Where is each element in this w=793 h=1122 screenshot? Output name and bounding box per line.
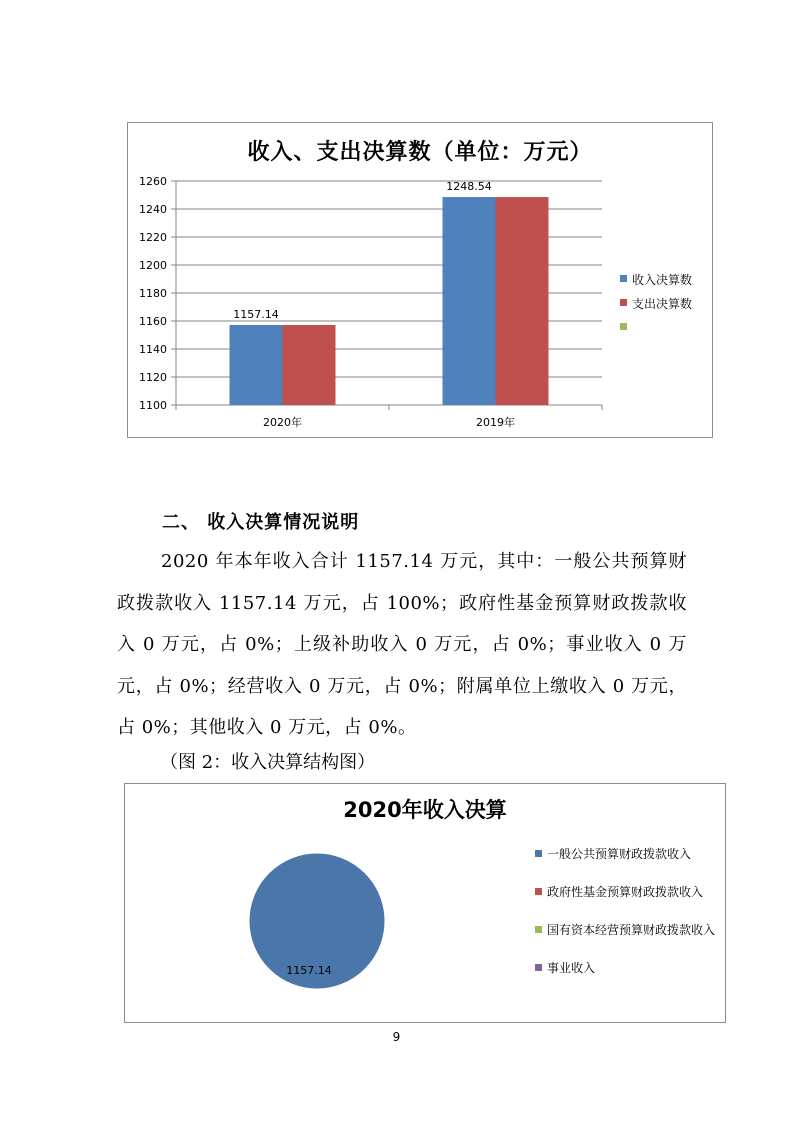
pie-legend-label-business: 事业收入 xyxy=(547,961,596,975)
y-tick-label: 1160 xyxy=(139,315,167,328)
y-tick-label: 1180 xyxy=(139,287,167,300)
pie-chart-legend xyxy=(535,846,720,998)
y-tick-label: 1120 xyxy=(139,371,167,384)
bar xyxy=(443,197,496,405)
page-number: 9 xyxy=(392,1030,401,1044)
bar-data-label: 1248.54 xyxy=(446,180,492,194)
body-paragraph: 2020 年本年收入合计 1157.14 万元，其中：一般公共预算财政拨款收入 1157.14 万元，占 100%；政府性基金预算财政拨款收入 0 万元，占 0%；上级补助收入 0 万元，占 0%；事业收入 0 万元，占 0%；经营收入 0 万元，占 0%；附属单位上缴收入 0 万元，占 0%；其他收入 0 万元，占 0%。 xyxy=(117,551,687,738)
pie-legend-item-fund xyxy=(535,884,720,900)
pie-data-label: 1157.14 xyxy=(286,964,332,977)
bar xyxy=(496,197,549,405)
legend-item-empty xyxy=(620,319,692,343)
bar-chart-title: 收入、支出决算数（单位：万元） xyxy=(247,140,593,165)
x-tick-label: 2019年 xyxy=(476,416,515,429)
pie-legend-label-fund: 政府性基金预算财政拨款收入 xyxy=(547,885,704,899)
section-heading: 二、 收入决算情况说明 xyxy=(162,512,360,533)
legend-item-income xyxy=(620,271,692,295)
x-tick-label: 2020年 xyxy=(263,416,302,429)
legend-label-expense: 支出决算数 xyxy=(632,297,693,311)
bar-chart-legend xyxy=(620,271,692,343)
pie-chart-frame xyxy=(124,783,726,1023)
legend-swatch-income xyxy=(620,275,627,282)
bar-chart-frame xyxy=(127,122,713,438)
legend-swatch-expense xyxy=(620,299,627,306)
pie-legend-swatch-general xyxy=(535,850,542,857)
bar xyxy=(283,325,336,405)
pie-legend-swatch-fund xyxy=(535,888,542,895)
pie-legend-label-general: 一般公共预算财政拨款收入 xyxy=(547,847,692,861)
y-tick-label: 1240 xyxy=(139,203,167,216)
legend-label-income: 收入决算数 xyxy=(632,273,693,287)
figure-caption: （图 2：收入决算结构图） xyxy=(160,752,376,773)
legend-item-expense xyxy=(620,295,692,319)
pie-legend-swatch-business xyxy=(535,964,542,971)
y-tick-label: 1200 xyxy=(139,259,167,272)
pie-legend-item-state-capital xyxy=(535,922,720,938)
bar xyxy=(230,325,283,405)
y-tick-label: 1100 xyxy=(139,399,167,412)
y-tick-label: 1220 xyxy=(139,231,167,244)
pie-legend-label-state-capital: 国有资本经营预算财政拨款收入 xyxy=(547,923,716,937)
y-tick-label: 1140 xyxy=(139,343,167,356)
bar-data-label: 1157.14 xyxy=(233,308,279,322)
pie-legend-item-general xyxy=(535,846,720,862)
pie-legend-item-business xyxy=(535,960,720,976)
pie-legend-swatch-state-capital xyxy=(535,926,542,933)
y-tick-label: 1260 xyxy=(139,175,167,188)
legend-swatch-empty xyxy=(620,323,627,330)
pie-chart-title: 2020年收入决算 xyxy=(343,798,507,822)
